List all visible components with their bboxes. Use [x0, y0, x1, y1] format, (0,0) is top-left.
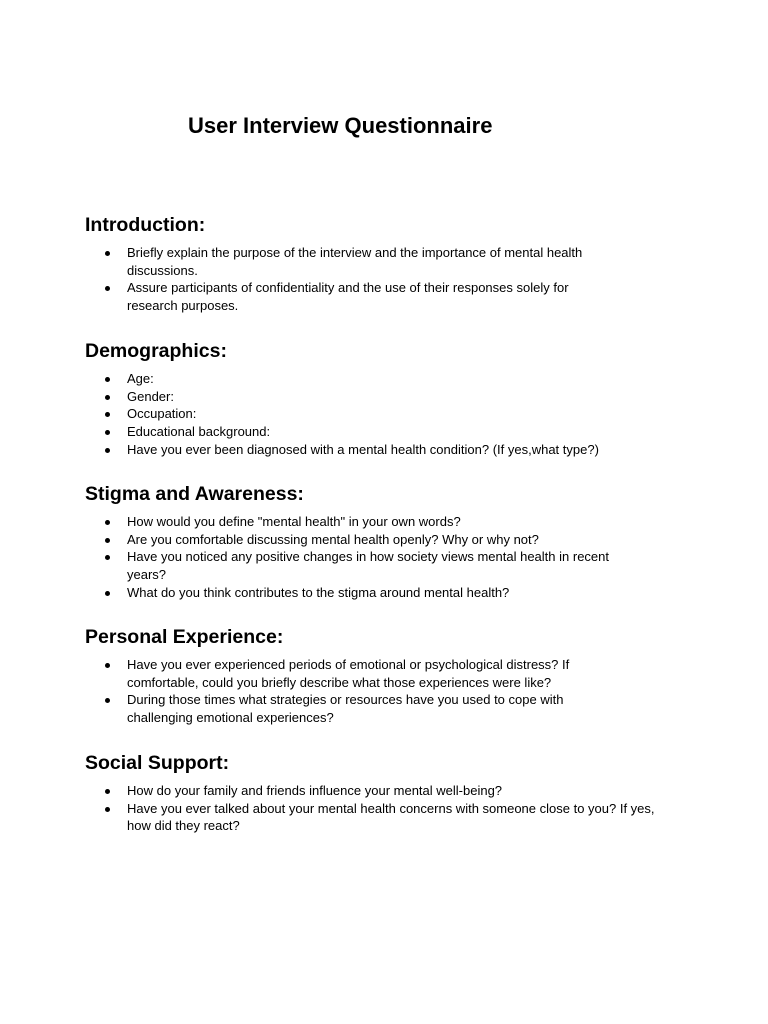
list-item: [85, 782, 645, 800]
list-item: [85, 279, 597, 314]
list-item-text: Educational background:: [127, 424, 271, 440]
bullet-icon: [105, 663, 110, 668]
section-heading-demographics: Demographics:: [85, 340, 227, 362]
section-introduction: [85, 213, 645, 315]
list-item-text: Are you comfortable discussing mental health openly? Why or why not?: [127, 531, 539, 547]
list-item: [85, 531, 645, 549]
section-social-support: [85, 751, 655, 835]
list-item: [85, 800, 667, 835]
list-item-text: Have you ever experienced periods of emotional or psychological distress? If comfortable, could you briefly describe what those experiences were like?: [127, 657, 570, 690]
bullet-icon: [105, 555, 110, 560]
document-title: User Interview Questionnaire: [188, 113, 493, 138]
list-item: [85, 370, 645, 388]
bullet-list-personal-experience: [85, 656, 645, 727]
section-heading-social-support: Social Support:: [85, 752, 230, 774]
section-heading-stigma-awareness: Stigma and Awareness:: [85, 483, 304, 505]
list-item: [85, 513, 645, 531]
bullet-icon: [105, 448, 110, 453]
bullet-icon: [105, 789, 110, 794]
list-item-text: Briefly explain the purpose of the interview and the importance of mental health discussions.: [127, 245, 583, 278]
list-item-text: What do you think contributes to the stigma around mental health?: [127, 584, 510, 600]
bullet-list-demographics: [85, 370, 645, 459]
list-item-text: Age:: [127, 371, 154, 386]
list-item: [85, 388, 645, 406]
bullet-icon: [105, 251, 110, 256]
section-personal-experience: [85, 625, 645, 727]
bullet-icon: [105, 286, 110, 291]
list-item-text: How do your family and friends influence your mental well-being?: [127, 783, 503, 798]
list-item: [85, 423, 645, 441]
section-demographics: [85, 339, 645, 459]
section-stigma-awareness: [85, 482, 645, 602]
bullet-icon: [105, 395, 110, 400]
bullet-icon: [105, 377, 110, 382]
bullet-icon: [105, 698, 110, 703]
list-item-text: Have you ever talked about your mental health concerns with someone close to you? If yes, how did they react?: [127, 800, 655, 834]
list-item-text: During those times what strategies or resources have you used to cope with challenging emotional experiences?: [127, 692, 564, 726]
bullet-list-social-support: [85, 782, 655, 835]
list-item: [85, 548, 627, 583]
bullet-icon: [105, 430, 110, 435]
list-item-text: How would you define "mental health" in your own words?: [127, 514, 461, 529]
section-heading-introduction: Introduction:: [85, 214, 206, 236]
section-heading-personal-experience: Personal Experience:: [85, 626, 284, 648]
list-item-text: Have you ever been diagnosed with a mental health condition? (If yes,what type?): [127, 441, 599, 457]
bullet-list-stigma-awareness: [85, 513, 645, 602]
list-item-text: Occupation:: [127, 406, 197, 422]
bullet-icon: [105, 807, 110, 812]
list-item-text: Assure participants of confidentiality and the use of their responses solely for research purposes.: [127, 280, 569, 314]
list-item-text: Have you noticed any positive changes in how society views mental health in recent years?: [127, 549, 609, 583]
list-item-text: Gender:: [127, 388, 174, 404]
bullet-list-introduction: [85, 244, 645, 315]
list-item: [85, 656, 587, 691]
list-item: [85, 691, 587, 726]
list-item: [85, 405, 645, 423]
list-item: [85, 584, 645, 602]
bullet-icon: [105, 538, 110, 543]
list-item: [85, 244, 597, 279]
list-item: [85, 441, 645, 459]
bullet-icon: [105, 520, 110, 525]
bullet-icon: [105, 591, 110, 596]
bullet-icon: [105, 412, 110, 417]
